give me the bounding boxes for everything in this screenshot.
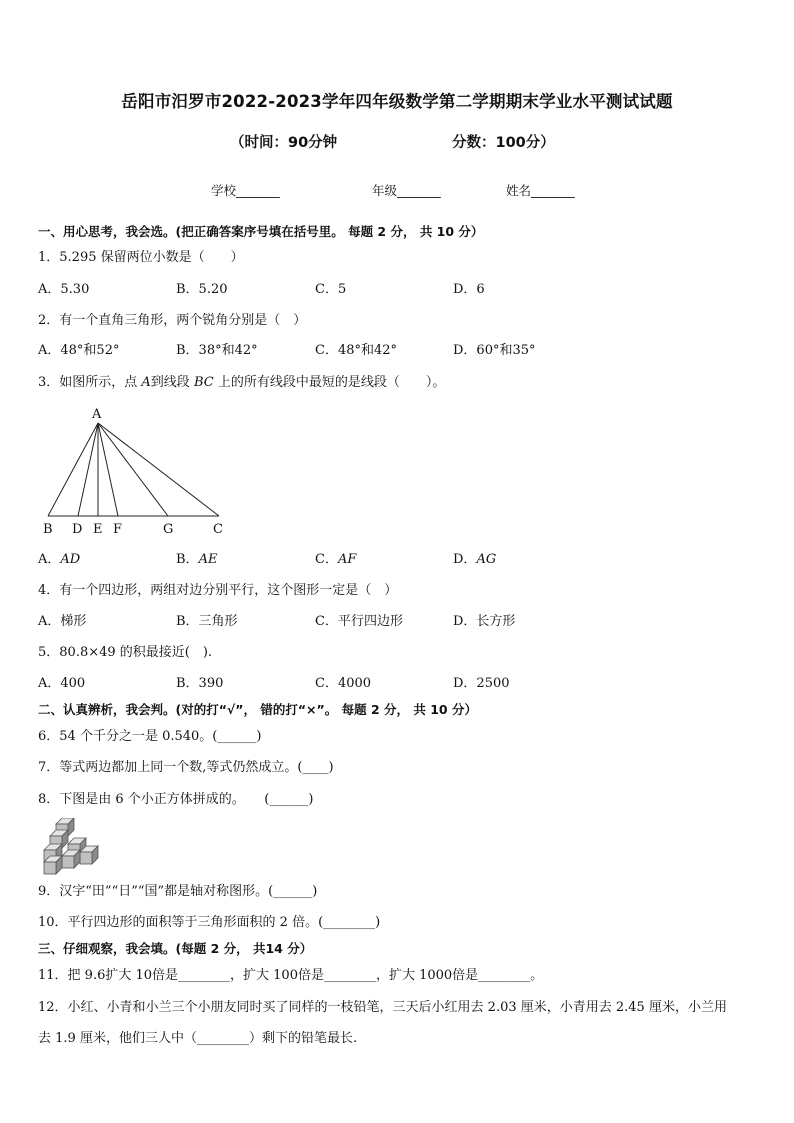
- q3-option-b-value: AE: [198, 552, 218, 567]
- q3-option-c[interactable]: [315, 552, 356, 568]
- segment-ad: [78, 423, 98, 516]
- q3-stem-mid: 到线段: [150, 375, 194, 390]
- q3-option-a-value: AD: [60, 552, 81, 567]
- q1-option-c[interactable]: C．5: [315, 282, 347, 297]
- q3-point-a: A: [141, 375, 151, 390]
- section-1-heading: 一、用心思考，我会选。(把正确答案序号填在括号里。 每题 2 分， 共 10 分）: [38, 224, 484, 239]
- q3-option-d-prefix: D．: [453, 552, 477, 567]
- q3-option-d-value: AG: [476, 552, 497, 567]
- page-title: 岳阳市汨罗市2022-2023学年四年级数学第二学期期末学业水平测试试题: [121, 92, 673, 111]
- label-f: F: [113, 522, 123, 537]
- q3-stem-pre: 3．如图所示，点: [38, 375, 142, 390]
- q2-option-d[interactable]: D．60°和35°: [453, 343, 536, 358]
- q5-option-a[interactable]: A．400: [38, 676, 86, 691]
- q1-option-b[interactable]: B．5.20: [176, 282, 228, 297]
- name-field[interactable]: 姓名_______: [506, 183, 575, 198]
- question-9[interactable]: 9．汉字“田”“日”“国”都是轴对称图形。(______): [38, 884, 318, 899]
- segment-ab: [48, 423, 98, 516]
- section-2-heading: 二、认真辨析，我会判。(对的打“√”， 错的打“×”。 每题 2 分， 共 10 分）: [38, 702, 477, 717]
- grade-field[interactable]: 年级_______: [372, 183, 441, 198]
- exam-score: 分数：100分）: [452, 135, 555, 151]
- q3-option-b[interactable]: [176, 552, 217, 568]
- q3-option-b-prefix: B．: [176, 552, 199, 567]
- cubes-figure: [40, 818, 104, 876]
- question-7[interactable]: 7．等式两边都加上同一个数,等式仍然成立。(____): [38, 760, 334, 775]
- q5-option-c[interactable]: C．4000: [315, 676, 372, 691]
- question-8[interactable]: 8．下图是由 6 个小正方体拼成的。 (______): [38, 792, 314, 807]
- q3-option-a-prefix: A．: [38, 552, 61, 567]
- triangle-lines: [48, 423, 219, 516]
- q3-option-c-prefix: C．: [315, 552, 338, 567]
- q2-option-b[interactable]: B．38°和42°: [176, 343, 258, 358]
- question-12-line-2[interactable]: 去 1.9 厘米，他们三人中（________）剩下的铅笔最长.: [38, 1031, 358, 1046]
- q4-option-c[interactable]: C．平行四边形: [315, 614, 403, 629]
- q1-option-a[interactable]: A．5.30: [38, 282, 90, 297]
- label-b: B: [43, 522, 53, 537]
- q3-option-a[interactable]: [38, 552, 80, 568]
- q4-option-a[interactable]: A．梯形: [38, 614, 87, 629]
- question-4: 4．有一个四边形，两组对边分别平行，这个图形一定是（ ）: [38, 583, 398, 598]
- q5-option-d[interactable]: D．2500: [453, 676, 510, 691]
- question-6[interactable]: 6．54 个千分之一是 0.540。(______): [38, 729, 262, 744]
- q4-option-d[interactable]: D．长方形: [453, 614, 516, 629]
- cube-center-front: [62, 850, 80, 868]
- q2-option-c[interactable]: C．48°和42°: [315, 343, 398, 358]
- triangle-figure: [36, 402, 236, 538]
- label-e: E: [93, 522, 103, 537]
- label-d: D: [72, 522, 83, 537]
- q2-option-a[interactable]: A．48°和52°: [38, 343, 120, 358]
- q3-stem-post: 上的所有线段中最短的是线段（ ）。: [213, 375, 446, 390]
- question-2: 2．有一个直角三角形，两个锐角分别是（ ）: [38, 313, 307, 328]
- label-c: C: [213, 522, 223, 537]
- question-11[interactable]: 11．把 9.6扩大 10倍是________，扩大 100倍是________，扩大 1000倍是________。: [38, 968, 544, 983]
- q5-option-b[interactable]: B．390: [176, 676, 224, 691]
- segment-ac: [98, 423, 219, 516]
- exam-time: （时间：90分钟: [230, 135, 338, 151]
- school-field[interactable]: 学校_______: [211, 183, 280, 198]
- question-10[interactable]: 10．平行四边形的面积等于三角形面积的 2 倍。(________): [38, 915, 381, 930]
- q1-option-d[interactable]: D．6: [453, 282, 485, 297]
- q3-option-d[interactable]: [453, 552, 496, 568]
- label-g: G: [163, 522, 174, 537]
- question-12-line-1: 12．小红、小青和小兰三个小朋友同时买了同样的一枝铅笔，三天后小红用去 2.03 厘米，小青用去 2.45 厘米，小兰用: [38, 1000, 727, 1015]
- q3-option-c-value: AF: [337, 552, 357, 567]
- question-1: 1．5.295 保留两位小数是（ ）: [38, 250, 244, 265]
- q3-segment-bc: BC: [193, 375, 214, 390]
- question-3: [38, 375, 445, 391]
- label-a: A: [92, 407, 102, 422]
- section-3-heading: 三、仔细观察，我会填。(每题 2 分， 共14 分）: [38, 941, 313, 956]
- question-5: 5．80.8×49 的积最接近( ).: [38, 645, 213, 660]
- q4-option-b[interactable]: B．三角形: [176, 614, 238, 629]
